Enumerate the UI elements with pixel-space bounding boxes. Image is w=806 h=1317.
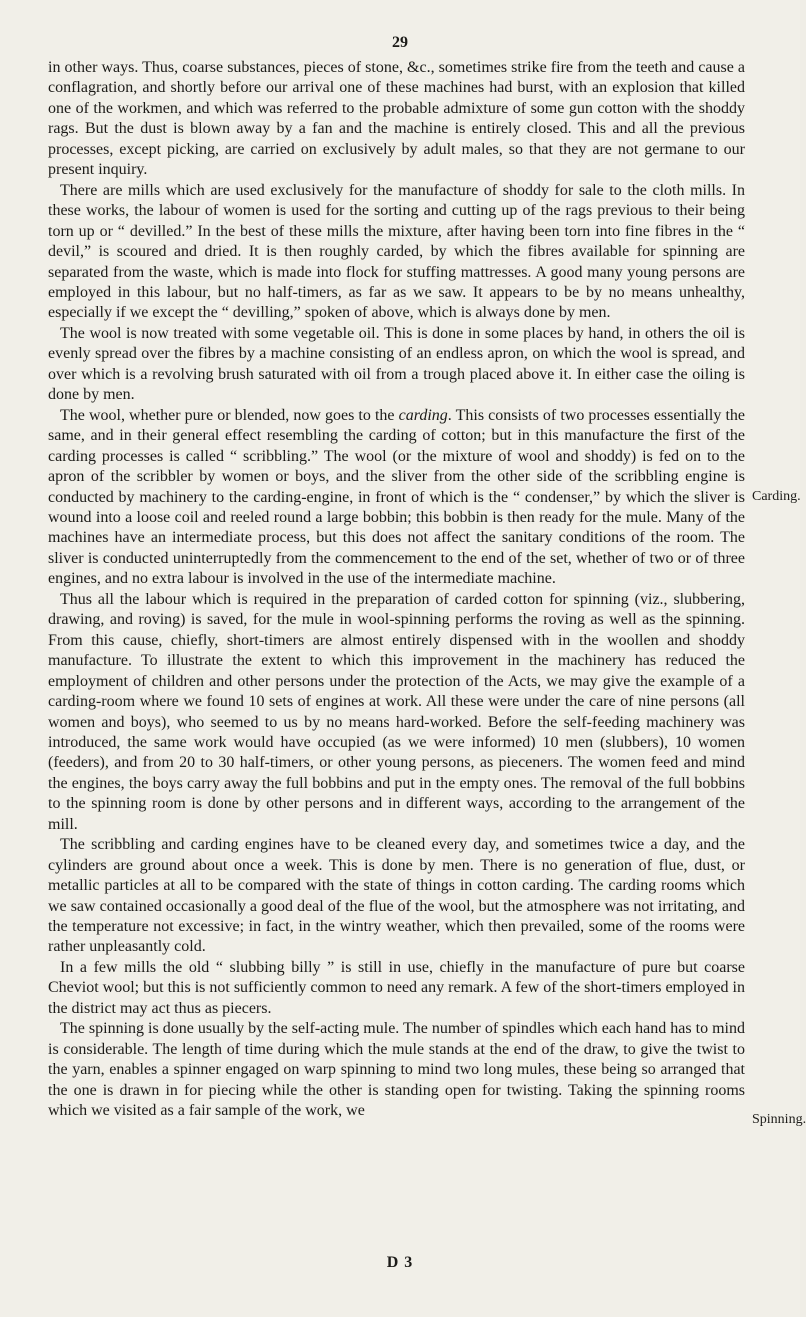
paragraph-carding [48,406,745,590]
paragraph: in other ways. Thus, coarse substances, pieces of stone, &c., sometimes strike fire from the teeth and cause a conflagration, and shortly before our arrival one of these machines had burst, with an explosion that killed one of the workmen, and which was referred to the probable admixture of some gun cotton with the shoddy rags. But the dust is blown away by a fan and the machine is entirely closed. This and all the previous processes, except picking, are carried on exclusively by adult males, so that they are not germane to our present inquiry. [48,59,745,179]
emphasis-carding: carding [398,406,448,424]
paragraph: The spinning is done usually by the self-acting mule. The number of spindles which each hand has to mind is considerable. The length of time during which the mule stands at the end of the draw, to give the twist to the yarn, enables a spinner engaged on warp spinning to mind two long mules, these being so arranged that the one is drawn in for piecing while the other is standing open for twisting. Taking the spinning rooms which we visited as a fair sample of the work, we [48,1020,745,1120]
page-number: 29 [392,34,408,51]
paragraph-text: . This consists of two processes essentially the same, and in their general effect resembling the carding of cotton; but in this manufacture the first of the carding processes is called “ scribbling.” The wool (or the mixture of wool and shoddy) is fed on to the apron of the scribbler by women or boys, and the sliver from the other side of the scribbling engine is conducted by machinery to the carding-engine, in front of which is the “ condenser,” by which the sliver is wound into a loose coil and reeled round a large bobbin; this bobbin is then ready for the mule. Many of the machines have an intermediate process, but this does not affect the sanitary conditions of the room. The sliver is conducted uninterruptedly from the commencement to the end of the set, whether of two or of three engines, and no extra labour is involved in the use of the intermediate machine. [48,406,745,588]
paragraph-text: The wool, whether pure or blended, now goes to the [60,406,399,424]
signature-mark: D 3 [386,1254,414,1271]
paragraph: The scribbling and carding engines have to be cleaned every day, and sometimes twice a day, and the cylinders are ground about once a week. This is done by men. There is no generation of flue, dust, or metallic particles at all to be compared with the state of things in cotton carding. The carding rooms which we saw contained occasionally a good deal of the flue of the wool, but the atmosphere was not irritating, and the temperature not excessive; in fact, in the wintry weather, which then prevailed, some of the rooms were rather unpleasantly cold. [48,836,745,956]
paragraph: Thus all the labour which is required in the preparation of carded cotton for spinning (viz., slubbering, drawing, and roving) is saved, for the mule in wool-spinning performs the roving as well as the spinning. From this cause, chiefly, short-timers are almost entirely dispensed with in the woollen and shoddy manufacture. To illustrate the extent to which this improvement in the machinery has reduced the employment of children and other persons under the protection of the Acts, we may give the example of a carding-room where we found 10 sets of engines at work. All these were under the care of nine persons (all women and boys), who seemed to us by no means hard-worked. Before the self-feeding machinery was introduced, the same work would have occupied (as we were informed) 10 men (slubbers), 10 women (feeders), and from 20 to 30 half-timers, or other young persons, as pieceners. The women feed and mind the engines, the boys carry away the full bobbins and put in the empty ones. The removal of the full bobbins to the spinning room is done by other persons and in different ways, according to the arrangement of the mill. [48,590,745,833]
paragraph: In a few mills the old “ slubbing billy ” is still in use, chiefly in the manufacture of pure but coarse Cheviot wool; but this is not sufficiently common to need any remark. A few of the short-timers employed in the district may act thus as piecers. [48,958,745,1017]
margin-note-spinning: Spinning. [752,1112,806,1127]
paragraph: There are mills which are used exclusively for the manufacture of shoddy for sale to the cloth mills. In these works, the labour of women is used for the sorting and cutting up of the rags previous to their being torn up or “ devilled.” In the best of these mills the mixture, after having been torn into fine fibres in the “ devil,” is scoured and dried. It is then roughly carded, by which the fibres available for spinning are separated from the waste, which is made into flock for stuffing mattresses. A good many young persons are employed in this labour, but no half-timers, as far as we saw. It appears to be by no means unhealthy, especially if we except the “ devilling,” spoken of above, which is always done by men. [48,181,745,322]
margin-note-carding: Carding. [752,489,801,504]
paragraph: The wool is now treated with some vegetable oil. This is done in some places by hand, in others the oil is evenly spread over the fibres by a machine consisting of an endless apron, on which the wool is spread, and over which is a revolving brush saturated with oil from a trough placed above it. In either case the oiling is done by men. [48,324,745,404]
body-text [48,58,745,1122]
